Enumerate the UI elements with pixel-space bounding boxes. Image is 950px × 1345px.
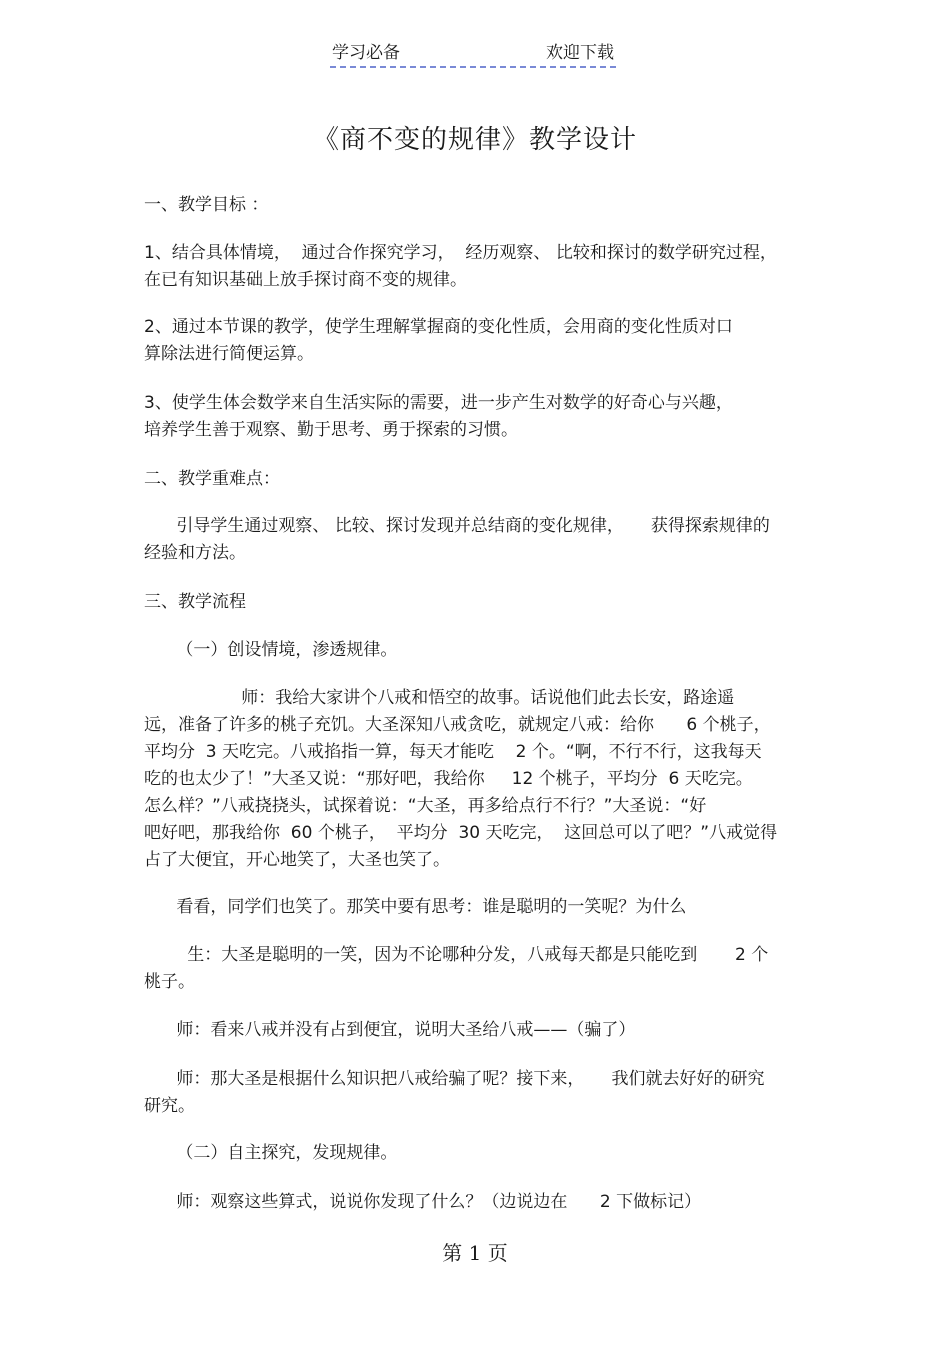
page-number: 第 1 页	[442, 1241, 508, 1265]
paragraph: 生：大圣是聪明的一笑，因为不论哪种分发，八戒每天都是只能吃到 2 个 桃子。	[144, 945, 769, 992]
paragraph: 1、结合具体情境， 通过合作探究学习， 经历观察、 比较和探讨的数学研究过程， 在已有知识基础上放手探讨商不变的规律。	[144, 243, 777, 290]
document-title: 《商不变的规律》教学设计	[312, 125, 637, 155]
paragraph: 三、教学流程	[144, 592, 246, 612]
paragraph: 2、通过本节课的教学，使学生理解掌握商的变化性质，会用商的变化性质对口 算除法进行简便运算。	[144, 317, 733, 364]
paragraph: 引导学生通过观察、 比较、探讨发现并总结商的变化规律， 获得探索规律的 经验和方法。	[144, 516, 770, 563]
paragraph: （二）自主探究，发现规律。	[144, 1143, 398, 1163]
paragraph: 师：看来八戒并没有占到便宜，说明大圣给八戒——（骗了）	[144, 1020, 636, 1040]
paragraph: 师：那大圣是根据什么知识把八戒给骗了呢？接下来， 我们就去好好的研究 研究。	[144, 1069, 765, 1116]
page-header	[330, 40, 616, 68]
header-right-text: 欢迎下载	[546, 43, 614, 63]
paragraph: 看看，同学们也笑了。那笑中要有思考：谁是聪明的一笑呢？为什么	[144, 897, 687, 917]
paragraph: （一）创设情境，渗透规律。	[144, 640, 398, 660]
paragraph: 3、使学生体会数学来自生活实际的需要，进一步产生对数学的好奇心与兴趣， 培养学生善于观察、勤于思考、勇于探索的习惯。	[144, 393, 733, 440]
paragraph: 一、教学目标 ：	[144, 195, 269, 215]
paragraph: 二、教学重难点：	[144, 469, 280, 489]
header-left-text: 学习必备	[332, 43, 400, 63]
paragraph: 师：观察这些算式，说说你发现了什么？（边说边在 2 下做标记）	[144, 1192, 702, 1212]
paragraph: 师：我给大家讲个八戒和悟空的故事。话说他们此去长安，路途遥 远，准备了许多的桃子充饥。大圣深知八戒贪吃，就规定八戒：给你 6 个桃子， 平均分 3 天吃完。八戒掐指一算，每天才能吃 2 个。“啊，不行不行，这我每天 吃的也太少了！”大圣又说：“那好吧，我给你 12 个桃子，平均分 6 天吃完。 怎么样？”八戒挠挠头，试探着说：“大圣，再多给点行不行？”大圣说：“好 吧好吧，那我给你 60 个桃子， 平均分 30 天吃完， 这回总可以了吧？”八戒觉得 占了大便宜，开心地笑了，大圣也笑了。	[144, 688, 778, 870]
